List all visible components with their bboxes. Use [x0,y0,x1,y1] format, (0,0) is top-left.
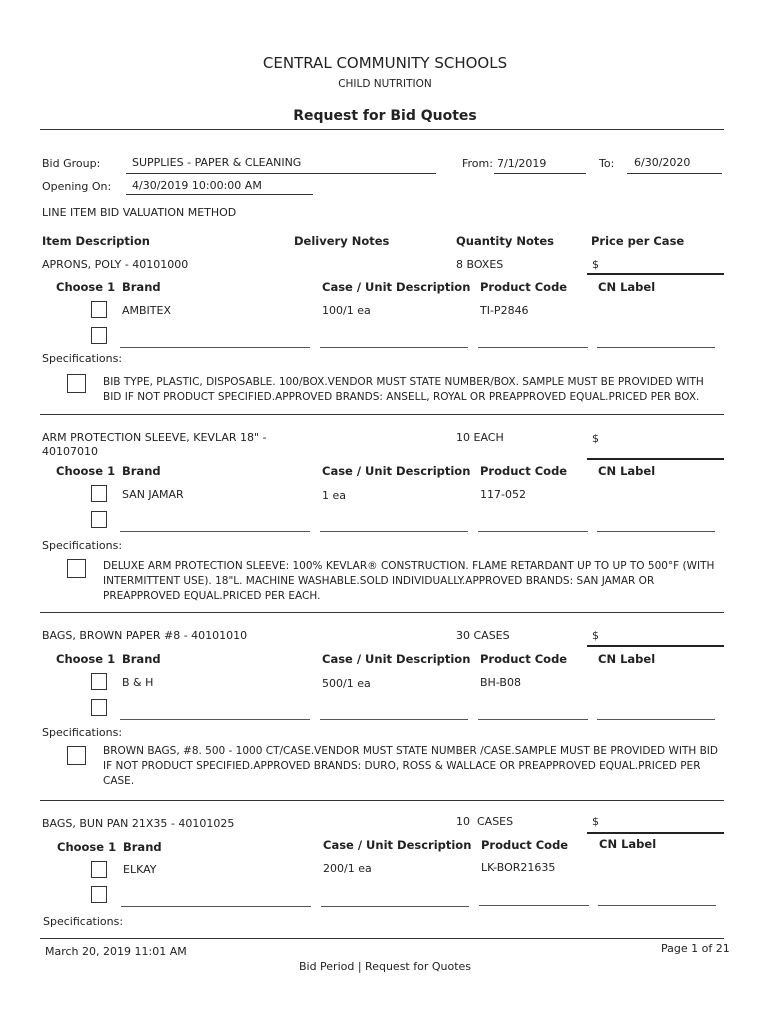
to-label: To: [599,157,615,170]
price-input-line[interactable] [587,273,724,275]
price-dollar: $ [592,815,599,828]
choose-checkbox[interactable] [91,861,107,878]
alt-code-line[interactable] [478,347,588,348]
spec-checkbox[interactable] [67,559,86,578]
price-input-line[interactable] [587,645,724,647]
opening-value: 4/30/2019 10:00:00 AM [132,179,262,192]
bid-group-label: Bid Group: [42,157,101,170]
case-unit-header: Case / Unit Description [322,280,471,294]
choose-alt-checkbox[interactable] [91,511,107,528]
item-quantity: 10 CASES [456,815,514,828]
case-unit-value: 200/1 ea [323,862,372,875]
choose-header: Choose 1 [56,280,116,294]
alt-brand-line[interactable] [120,719,310,720]
choose-header: Choose 1 [56,652,116,666]
product-code-header: Product Code [480,652,568,666]
col-quantity-notes: Quantity Notes [456,234,555,248]
brand-value: AMBITEX [122,304,172,317]
alt-brand-line[interactable] [121,906,311,907]
spec-checkbox[interactable] [67,746,86,765]
from-label: From: [462,157,493,170]
org-name: CENTRAL COMMUNITY SCHOOLS [262,54,508,72]
from-value: 7/1/2019 [497,157,547,170]
alt-cn-line[interactable] [598,905,716,906]
valuation-method: LINE ITEM BID VALUATION METHOD [42,206,237,219]
price-dollar: $ [592,258,599,271]
specifications-label: Specifications: [43,915,124,928]
brand-header: Brand [122,464,161,478]
cn-label-header: CN Label [598,464,656,478]
item-name: ARM PROTECTION SLEEVE, KEVLAR 18" - [42,431,267,444]
choose-alt-checkbox[interactable] [91,699,107,716]
product-code-value: 117-052 [480,488,526,501]
item-quantity: 30 CASES [456,629,510,642]
item-quantity: 10 EACH [456,431,504,444]
specifications-label: Specifications: [42,726,123,739]
choose-alt-checkbox[interactable] [91,886,107,903]
opening-label: Opening On: [42,180,112,193]
product-code-value: LK-BOR21635 [481,861,556,874]
choose-checkbox[interactable] [91,485,107,502]
item-name-cont: 40107010 [42,445,98,458]
alt-code-line[interactable] [479,905,589,906]
footer-date: March 20, 2019 11:01 AM [45,945,187,958]
alt-brand-line[interactable] [120,531,310,532]
col-delivery-notes: Delivery Notes [294,234,390,248]
to-value: 6/30/2020 [634,156,691,169]
brand-header: Brand [123,840,162,854]
alt-cn-line[interactable] [597,719,715,720]
price-dollar: $ [592,629,599,642]
item-quantity: 8 BOXES [456,258,504,271]
product-code-value: BH-B08 [480,676,521,689]
item-name: BAGS, BROWN PAPER #8 - 40101010 [42,629,248,642]
page-title: Request for Bid Quotes [293,108,477,124]
alt-code-line[interactable] [478,719,588,720]
alt-cn-line[interactable] [597,531,715,532]
product-code-header: Product Code [480,280,568,294]
spec-text: BIB TYPE, PLASTIC, DISPOSABLE. 100/BOX.VENDOR MUST STATE NUMBER/BOX. SAMPLE MUST BE PROVIDED WITH BID IF NOT PRODUCT SPECIFIED.APPROVED BRANDS: ANSELL, ROYAL OR PREAPPROVED EQUAL.PRICED PER BOX. [103,376,704,403]
choose-header: Choose 1 [56,464,116,478]
choose-checkbox[interactable] [91,673,107,690]
brand-header: Brand [122,652,161,666]
case-unit-header: Case / Unit Description [323,838,472,852]
alt-cn-line[interactable] [597,347,715,348]
cn-label-header: CN Label [598,652,656,666]
brand-value: B & H [122,676,154,689]
alt-code-line[interactable] [478,531,588,532]
to-underline [627,173,722,174]
col-price-per-case: Price per Case [591,234,685,248]
opening-underline [126,194,313,195]
item-name: APRONS, POLY - 40101000 [42,258,189,271]
cn-label-header: CN Label [598,280,656,294]
product-code-header: Product Code [481,838,569,852]
specifications-label: Specifications: [42,539,123,552]
item-divider [40,612,724,613]
case-unit-value: 1 ea [322,489,347,502]
col-item-description: Item Description [42,234,150,248]
alt-brand-line[interactable] [120,347,310,348]
product-code-value: TI-P2846 [480,304,529,317]
cn-label-header: CN Label [599,837,657,851]
item-divider [40,800,724,801]
brand-value: SAN JAMAR [122,488,184,501]
specifications-label: Specifications: [42,352,123,365]
price-input-line[interactable] [587,458,724,460]
choose-alt-checkbox[interactable] [91,327,107,344]
alt-case-line[interactable] [321,906,469,907]
price-input-line[interactable] [587,832,724,834]
case-unit-header: Case / Unit Description [322,652,471,666]
case-unit-value: 500/1 ea [322,677,371,690]
case-unit-header: Case / Unit Description [322,464,471,478]
price-dollar: $ [592,432,599,445]
spec-text: BROWN BAGS, #8. 500 - 1000 CT/CASE.VENDOR MUST STATE NUMBER /CASE.SAMPLE MUST BE PROVIDED WITH BID IF NOT PRODUCT SPECIFIED.APPROVED BRANDS: DURO, ROSS & WALLACE OR PREAPPROVED EQUAL.PRICED PER CASE. [103,745,718,787]
footer-page-number: Page 1 of 21 [661,942,730,955]
item-name: BAGS, BUN PAN 21X35 - 40101025 [42,817,235,830]
alt-case-line[interactable] [320,531,468,532]
choose-header: Choose 1 [57,840,117,854]
from-underline [494,173,586,174]
choose-checkbox[interactable] [91,301,107,318]
alt-case-line[interactable] [320,719,468,720]
dept-name: CHILD NUTRITION [338,78,432,90]
spec-checkbox[interactable] [67,374,86,393]
footer-rule [40,938,724,939]
item-divider [40,414,724,415]
case-unit-value: 100/1 ea [322,304,371,317]
bid-group-value: SUPPLIES - PAPER & CLEANING [132,156,302,169]
alt-case-line[interactable] [320,347,468,348]
brand-value: ELKAY [123,863,157,876]
title-rule [40,129,724,130]
spec-text: DELUXE ARM PROTECTION SLEEVE: 100% KEVLAR® CONSTRUCTION. FLAME RETARDANT UP TO UP TO 500°F (WITH INTERMITTENT USE). 18"L. MACHINE WASHABLE.SOLD INDIVIDUALLY.APPROVED BRANDS: SAN JAMAR OR PREAPPROVED EQUAL.PRICED PER EACH. [103,560,715,602]
product-code-header: Product Code [480,464,568,478]
brand-header: Brand [122,280,161,294]
footer-caption: Bid Period | Request for Quotes [298,960,472,973]
bid-group-underline [126,173,436,174]
